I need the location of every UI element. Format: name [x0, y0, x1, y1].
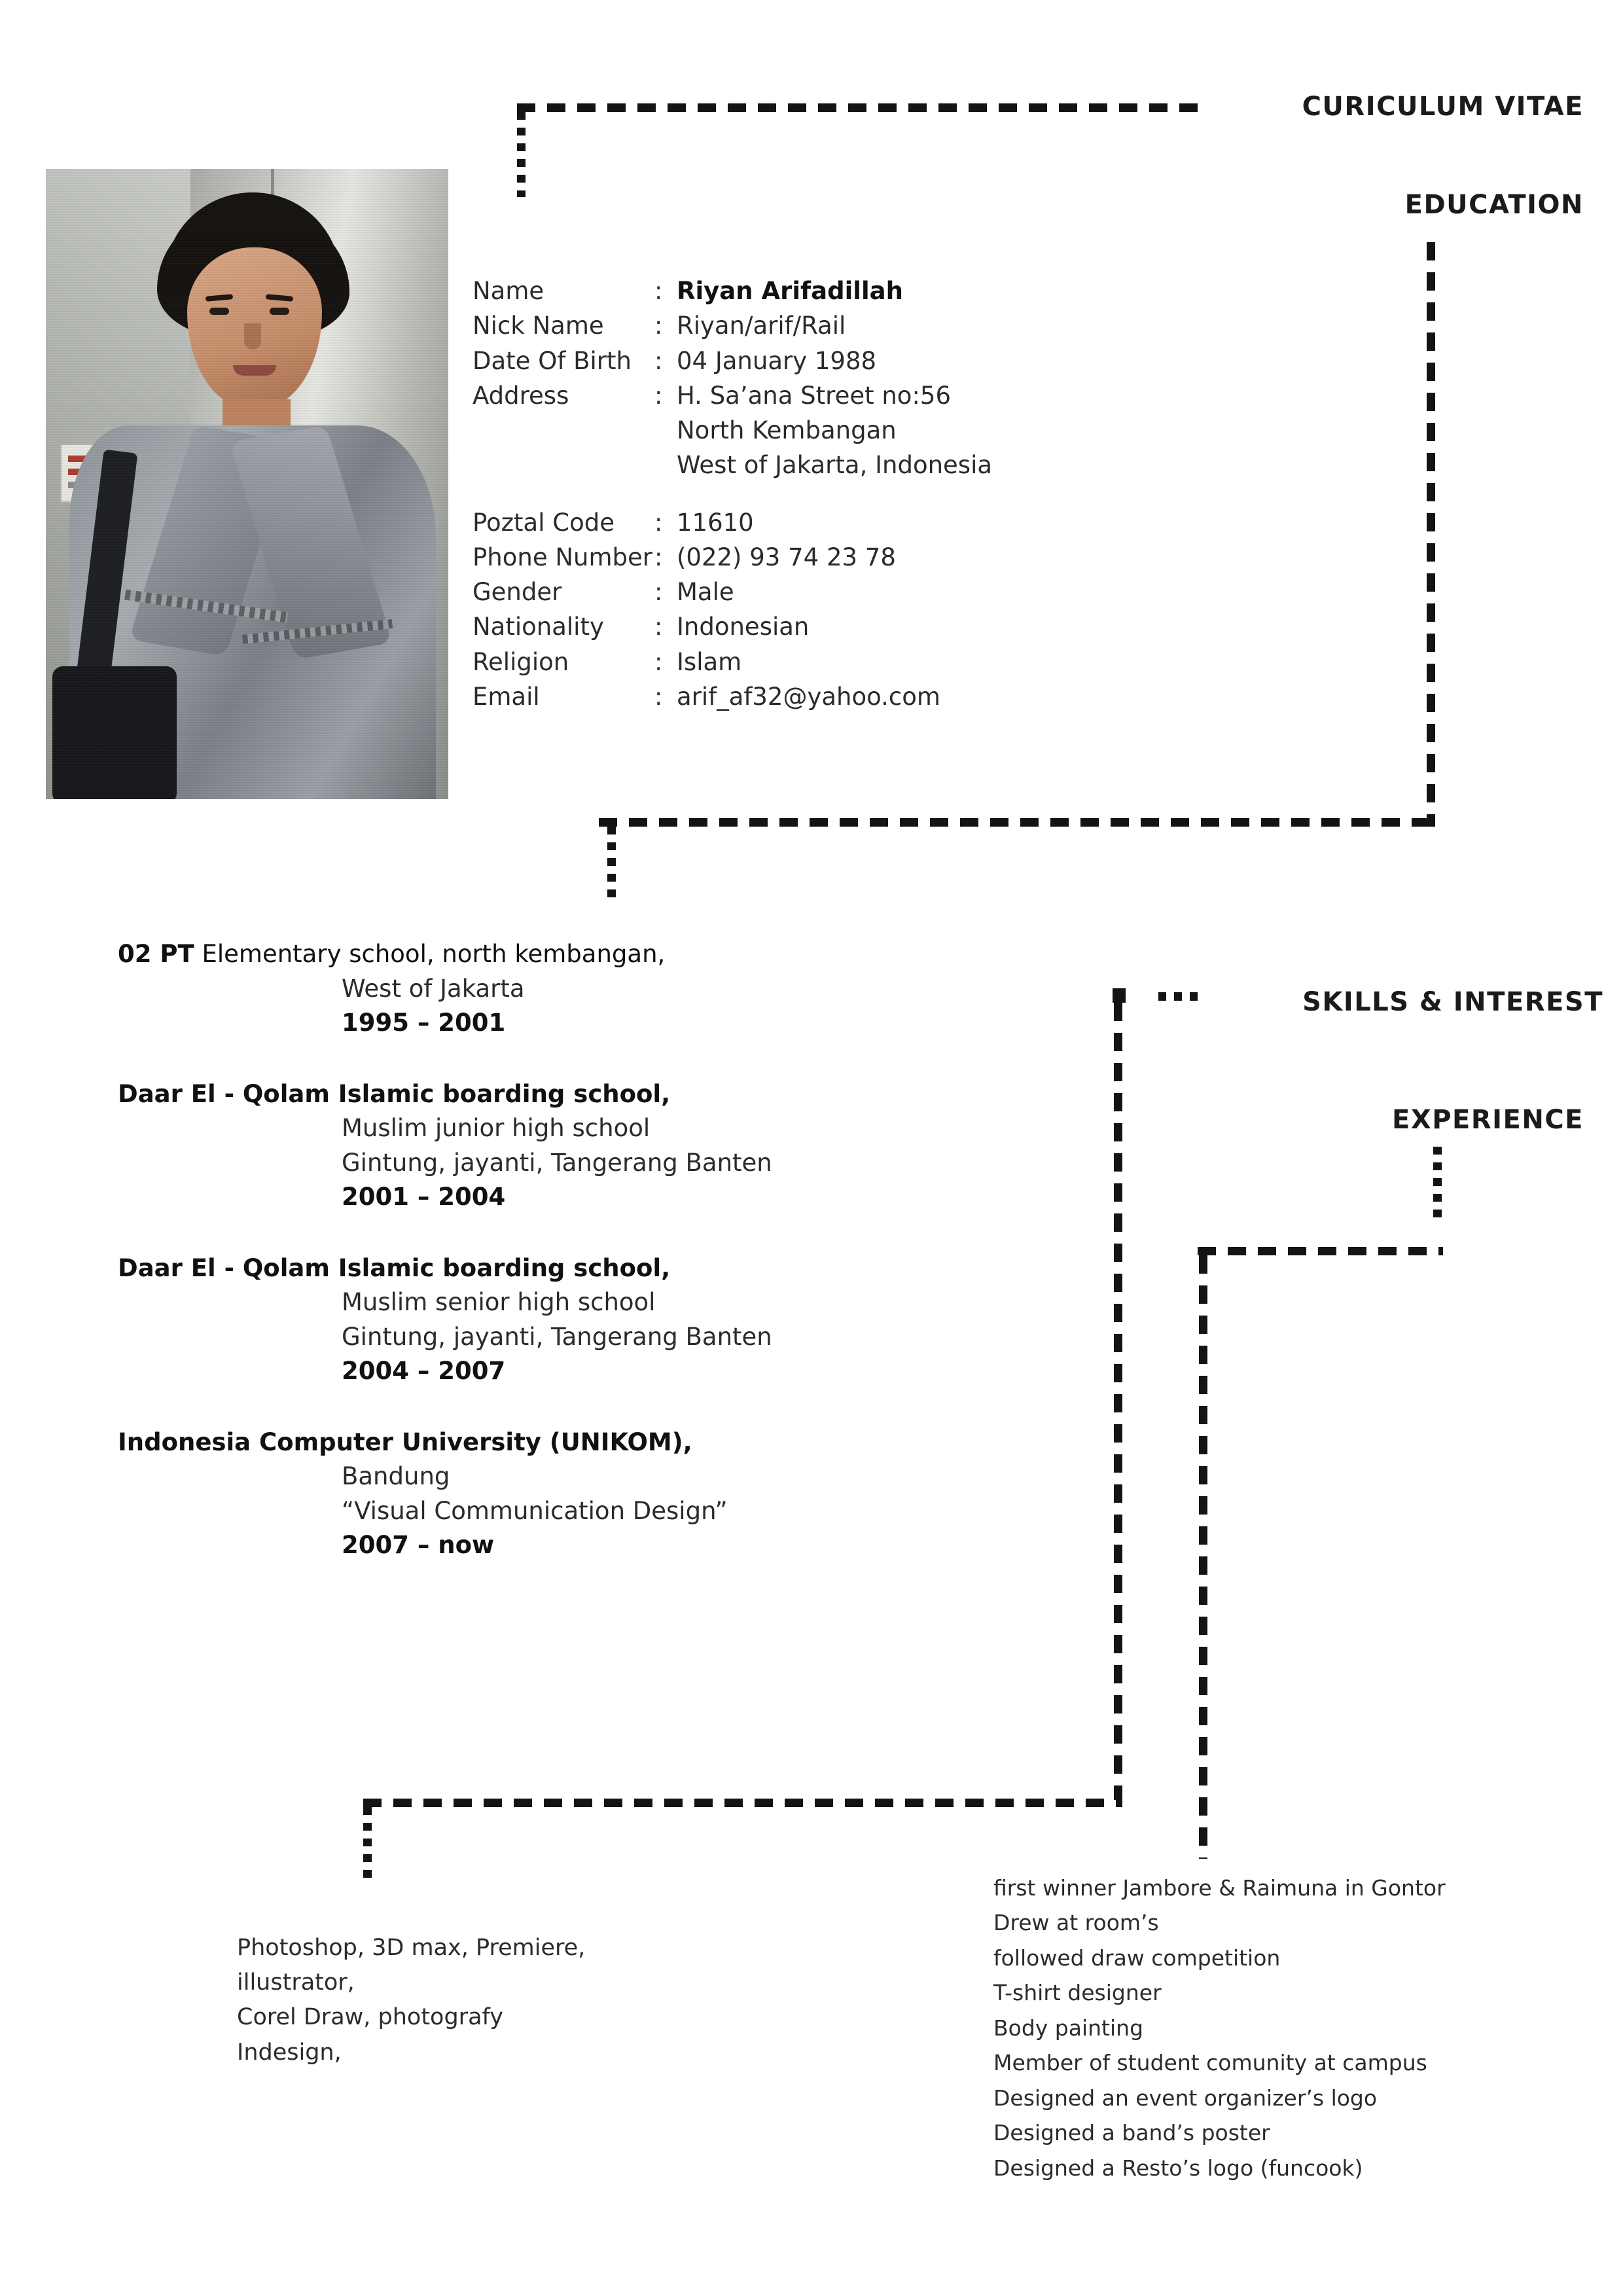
education-entry-program: “Visual Communication Design” [342, 1496, 728, 1525]
detail-colon: : [654, 312, 663, 340]
detail-row-postal-code [473, 505, 1245, 540]
divider-corner-skills [1113, 988, 1126, 1003]
photo-nose [244, 323, 261, 350]
divider-dash-cv-left-down [517, 112, 526, 197]
detail-label: Poztal Code [473, 508, 615, 537]
education-entry-location: Gintung, jayanti, Tangerang Banten [342, 1148, 772, 1177]
divider-dash-exp-top [1198, 1247, 1443, 1255]
detail-address-line-2: North Kembangan [677, 416, 897, 445]
detail-colon: : [654, 346, 663, 375]
detail-colon: : [654, 543, 663, 571]
divider-dash-edu-bottom [599, 818, 1435, 827]
detail-value: H. Sa’ana Street no:56 [677, 381, 951, 410]
detail-label: Email [473, 682, 540, 711]
detail-value: 04 January 1988 [677, 346, 877, 375]
detail-label: Gender [473, 578, 562, 607]
education-entry-senior-high [118, 1251, 1113, 1389]
experience-item: Member of student comunity at campus [993, 2050, 1427, 2076]
detail-label: Address [473, 381, 569, 410]
heading-experience: EXPERIENCE [1392, 1105, 1584, 1135]
education-entry-location: Gintung, jayanti, Tangerang Banten [342, 1322, 772, 1351]
detail-colon: : [654, 613, 663, 641]
detail-label: Phone Number [473, 543, 653, 571]
divider-dash-skills-top [1158, 992, 1204, 1001]
detail-value: Indonesian [677, 613, 810, 641]
detail-spacer [473, 483, 1245, 505]
education-entry-school: Elementary school, north kembangan, [194, 940, 666, 968]
divider-dash-skills-vertical [1114, 1003, 1122, 1800]
heading-curriculum-vitae: CURICULUM VITAE [1302, 92, 1584, 122]
detail-row-nickname [473, 308, 1245, 343]
detail-label: Name [473, 277, 544, 305]
education-entry-years: 2001 – 2004 [342, 1183, 506, 1211]
detail-colon: : [654, 578, 663, 607]
experience-item: T-shirt designer [993, 1980, 1162, 2006]
experience-item: Designed a band’s poster [993, 2120, 1270, 2146]
detail-label: Religion [473, 647, 569, 676]
education-entry-program: Muslim junior high school [342, 1114, 651, 1143]
detail-colon: : [654, 277, 663, 305]
detail-row-religion [473, 645, 1245, 679]
education-entry-junior-high [118, 1077, 1113, 1215]
heading-education: EDUCATION [1404, 190, 1584, 220]
education-entry-university [118, 1426, 1113, 1563]
education-entry-title: Indonesia Computer University (UNIKOM), [118, 1427, 692, 1456]
detail-label: Nationality [473, 613, 604, 641]
education-entry-elementary [118, 937, 1113, 1041]
detail-label: Nick Name [473, 312, 604, 340]
skills-list [237, 1931, 734, 2070]
education-entry-location: West of Jakarta [342, 974, 525, 1003]
divider-corner-edu-bl [607, 818, 616, 827]
experience-item: Drew at room’s [993, 1910, 1159, 1936]
detail-value: Islam [677, 647, 742, 676]
education-entry-years: 2007 – now [342, 1531, 495, 1560]
divider-dash-cv-top [517, 103, 1198, 112]
photo-bag [52, 666, 177, 799]
education-entry-title [118, 937, 1113, 972]
education-entry-title: Daar El - Qolam Islamic boarding school, [118, 1079, 671, 1108]
detail-row-dob [473, 344, 1245, 378]
divider-corner-skills-bl [363, 1799, 372, 1807]
detail-colon: : [654, 647, 663, 676]
education-entry-years: 1995 – 2001 [342, 1009, 506, 1037]
personal-details [473, 274, 1245, 714]
divider-dash-skills-bottom [363, 1799, 1122, 1807]
divider-corner-exp-tl [1198, 1247, 1206, 1255]
heading-skills-interest: SKILLS & INTEREST [1302, 987, 1603, 1017]
detail-label: Date Of Birth [473, 346, 632, 375]
divider-dash-edu-left-down [607, 827, 616, 899]
detail-value: arif_af32@yahoo.com [677, 682, 940, 711]
photo-mouth [233, 365, 276, 376]
detail-row-gender [473, 575, 1245, 609]
experience-item: followed draw competition [993, 1945, 1281, 1971]
detail-colon: : [654, 682, 663, 711]
experience-list [993, 1871, 1582, 2185]
divider-corner-cv [517, 103, 526, 112]
detail-row-phone-number [473, 540, 1245, 575]
divider-corner-edu-br [1427, 818, 1435, 827]
divider-dash-edu-right [1427, 242, 1435, 818]
education-entry-title: Daar El - Qolam Islamic boarding school, [118, 1253, 671, 1282]
skills-line: illustrator, [237, 1969, 355, 1996]
divider-dash-exp-vertical [1199, 1255, 1207, 1859]
detail-value: Riyan/arif/Rail [677, 312, 846, 340]
portrait-photo [46, 169, 448, 799]
experience-item: Designed a Resto’s logo (funcook) [993, 2155, 1363, 2181]
education-entry-code: 02 PT [118, 940, 194, 968]
detail-colon: : [654, 508, 663, 537]
detail-value: Male [677, 578, 734, 607]
education-entry-years: 2004 – 2007 [342, 1357, 506, 1386]
experience-item: Designed an event organizer’s logo [993, 2085, 1378, 2111]
detail-value: (022) 93 74 23 78 [677, 543, 896, 571]
detail-row-address [473, 378, 1245, 413]
detail-row-nationality [473, 609, 1245, 644]
detail-colon: : [654, 381, 663, 410]
photo-eye-right [270, 308, 289, 315]
skills-line: Indesign, [237, 2039, 342, 2066]
education-list [118, 937, 1113, 1600]
skills-line: Photoshop, 3D max, Premiere, [237, 1935, 586, 1961]
detail-row-name [473, 274, 1245, 308]
photo-eye-left [209, 308, 229, 315]
experience-item: first winner Jambore & Raimuna in Gontor [993, 1875, 1446, 1901]
detail-value: 11610 [677, 508, 754, 537]
detail-address-line-3: West of Jakarta, Indonesia [677, 451, 993, 480]
education-entry-program: Muslim senior high school [342, 1288, 656, 1317]
experience-item: Body painting [993, 2015, 1144, 2041]
skills-line: Corel Draw, photografy [237, 2004, 503, 2031]
detail-row-email [473, 679, 1245, 714]
divider-dash-exp-right-down [1433, 1147, 1442, 1219]
detail-value: Riyan Arifadillah [677, 277, 903, 305]
divider-dash-skills-down [363, 1807, 372, 1879]
education-entry-location: Bandung [342, 1462, 450, 1491]
